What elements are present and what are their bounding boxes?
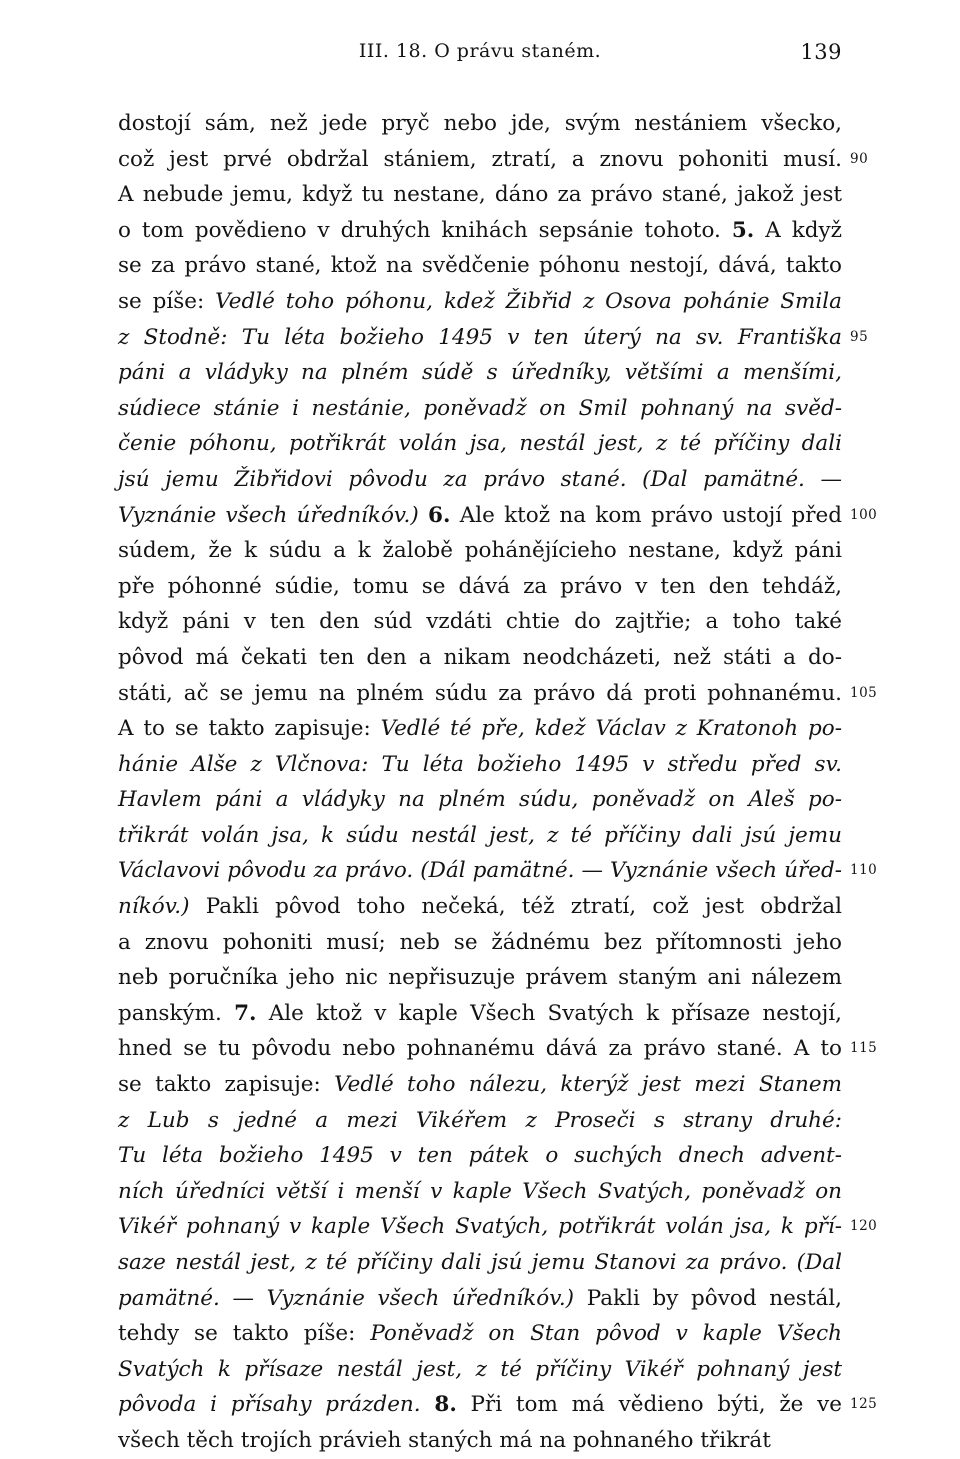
section-number: 7. [234,1000,257,1026]
line-text: neb poručníka jeho nic nepřisuzuje právem staným ani nálezem [118,965,842,991]
text-line [118,1103,842,1139]
line-text: Ale ktož v kaple Všech Svatých k přísaze nestojí, [256,1000,842,1026]
line-text: súdem, že k súdu a k žalobě pohánějícieho nestane, když páni [118,538,842,564]
italic-text: z Lub s jedné a mezi Vikéřem z Proseči s strany druhé: [118,1107,842,1133]
line-text: státi, ač se jemu na plném súdu za právo dá proti pohnanému. [118,680,842,706]
text-line [118,1281,842,1317]
line-text [421,1392,435,1417]
text-line [118,1174,842,1210]
line-number: 90 [850,150,869,167]
text-line [118,569,842,605]
text-line [118,889,842,925]
text-line [118,1067,842,1103]
text-line [118,106,842,142]
text-line [118,1316,842,1352]
text-line [118,391,842,427]
line-text: všech těch trojích právieh staných má na pohnaného třikrát [118,1427,771,1453]
line-number: 125 [850,1396,878,1413]
italic-text: níkóv.) [118,894,190,920]
italic-text: Vedlé té pře, kdež Václav z Kratonoh po- [380,716,842,742]
line-text: tehdy se takto píše: [118,1321,371,1347]
italic-text: páni a vládyky na plném súdě s úředníky, většími a menšími, [118,360,842,386]
line-text: se za právo stané, ktož na svědčenie póhonu nestojí, dává, takto [118,253,842,279]
italic-text: pamätné. — Vyznánie všech úředníkóv.) [118,1285,575,1311]
text-line [118,1209,878,1245]
line-text: A když [754,217,842,243]
line-number: 100 [850,506,878,523]
text-line [118,355,842,391]
text-line [118,213,842,249]
text-line [118,711,842,747]
page-number: 139 [800,40,842,64]
italic-text: saze nestál jest, z té příčiny dali jsú jemu Stanovi za právo. (Dal [118,1250,842,1275]
text-line [118,533,842,569]
line-text: když páni v ten den súd vzdáti chtie do zajtřie; a toho také [118,609,842,635]
line-text: pře póhonné súdie, tomu se dává za právo v ten den tehdáž, [118,573,842,599]
text-line [118,640,842,676]
line-text: panským. [118,1000,235,1026]
text-line [118,320,869,356]
text-line [118,676,878,712]
line-text: dostojí sám, než jede pryč nebo jde, svým nestániem všecko, [118,111,842,136]
line-text: se píše: [118,288,216,314]
section-number: 6. [428,502,451,528]
text-line [118,177,842,213]
line-text: Při tom má vědieno býti, že ve [456,1392,843,1418]
line-text: o tom povědieno v druhých knihách sepsánie tohoto. [118,217,732,243]
italic-text: Havlem páni a vládyky na plném súdu, poněvadž on Aleš po- [118,787,842,813]
line-number: 115 [850,1040,878,1057]
line-text: se takto zapisuje: [118,1072,335,1098]
section-number: 8. [434,1392,457,1418]
line-number: 95 [850,328,869,345]
italic-text: Poněvadž on Stan pôvod v kaple Všech [370,1321,842,1347]
text-line [118,498,878,534]
line-text: Pakli by pôvod nestál, [574,1285,842,1311]
italic-text: Vedlé toho nálezu, kterýž jest mezi Stanem [334,1072,842,1098]
italic-text: hánie Alše z Vlčnova: Tu léta božieho 1495 v středu před sv. [118,751,842,777]
text-line [118,604,842,640]
text-line [118,747,842,783]
line-text: hned se tu pôvodu nebo pohnanému dává za právo stané. A to [118,1036,842,1062]
body-text [118,106,878,1459]
text-line [118,1423,842,1459]
line-text: Ale ktož na kom právo ustojí před [450,502,842,528]
line-text: A nebude jemu, když tu nestane, dáno za právo stané, jakož jest [118,182,842,208]
italic-text: Svatých k přísaze nestál jest, z té příčiny Vikéř pohnaný jest [118,1356,842,1382]
text-line [118,960,842,996]
italic-text: z Stodně: Tu léta božieho 1495 v ten úterý na sv. Františka [118,324,842,350]
italic-text: ních úředníci větší i menší v kaple Všech Svatých, poněvadž on [118,1178,842,1204]
line-text [419,503,428,528]
text-line [118,1387,878,1423]
line-number: 110 [850,862,878,879]
text-line [118,853,878,889]
text-line [118,996,842,1032]
text-line [118,925,842,961]
line-text: A to se takto zapisuje: [118,716,381,742]
running-head: III. 18. O právu staném. [358,40,602,62]
text-line [118,142,869,178]
section-number: 5. [731,217,755,243]
text-line [118,462,842,498]
italic-text: súdiece stánie i nestánie, poněvadž on Smil pohnaný na svěd- [118,395,842,421]
text-line [118,1245,842,1281]
italic-text: čenie póhonu, potřikrát volán jsa, nestál jest, z té příčiny dali [118,431,842,457]
line-number: 105 [850,684,878,701]
text-line [118,1031,878,1067]
text-line [118,248,842,284]
italic-text: Tu léta božieho 1495 v ten pátek o suchých dnech advent- [118,1143,842,1169]
line-text: a znovu pohoniti musí; neb se žádnému bez přítomnosti jeho [118,929,842,955]
line-text: Pakli pôvod toho nečeká, též ztratí, což jest obdržal [189,894,842,920]
line-number: 120 [850,1218,878,1235]
text-line [118,284,842,320]
italic-text: Vikéř pohnaný v kaple Všech Svatých, potřikrát volán jsa, k pří- [118,1214,842,1240]
text-line [118,1352,842,1388]
text-line [118,1138,842,1174]
italic-text: Vedlé toho póhonu, kdež Žibřid z Osova pohánie Smila [215,288,842,314]
line-text: pôvod má čekati ten den a nikam neodcházeti, než státi a do- [118,644,842,670]
italic-text: třikrát volán jsa, k súdu nestál jest, z té příčiny dali jsú jemu [118,822,842,848]
text-line [118,818,842,854]
italic-text: Vyznánie všech úředníkóv.) [118,502,419,528]
italic-text: jsú jemu Žibřidovi pôvodu za právo stané. (Dal pamätné. — [118,466,842,492]
text-line [118,426,842,462]
line-text: což jest prvé obdržal stániem, ztratí, a znovu pohoniti musí. [118,146,842,172]
italic-text: Václavovi pôvodu za právo. (Dál pamätné. — Vyznánie všech úřed- [118,858,842,884]
text-line [118,782,842,818]
italic-text: pôvoda i přísahy prázden. [118,1392,421,1418]
